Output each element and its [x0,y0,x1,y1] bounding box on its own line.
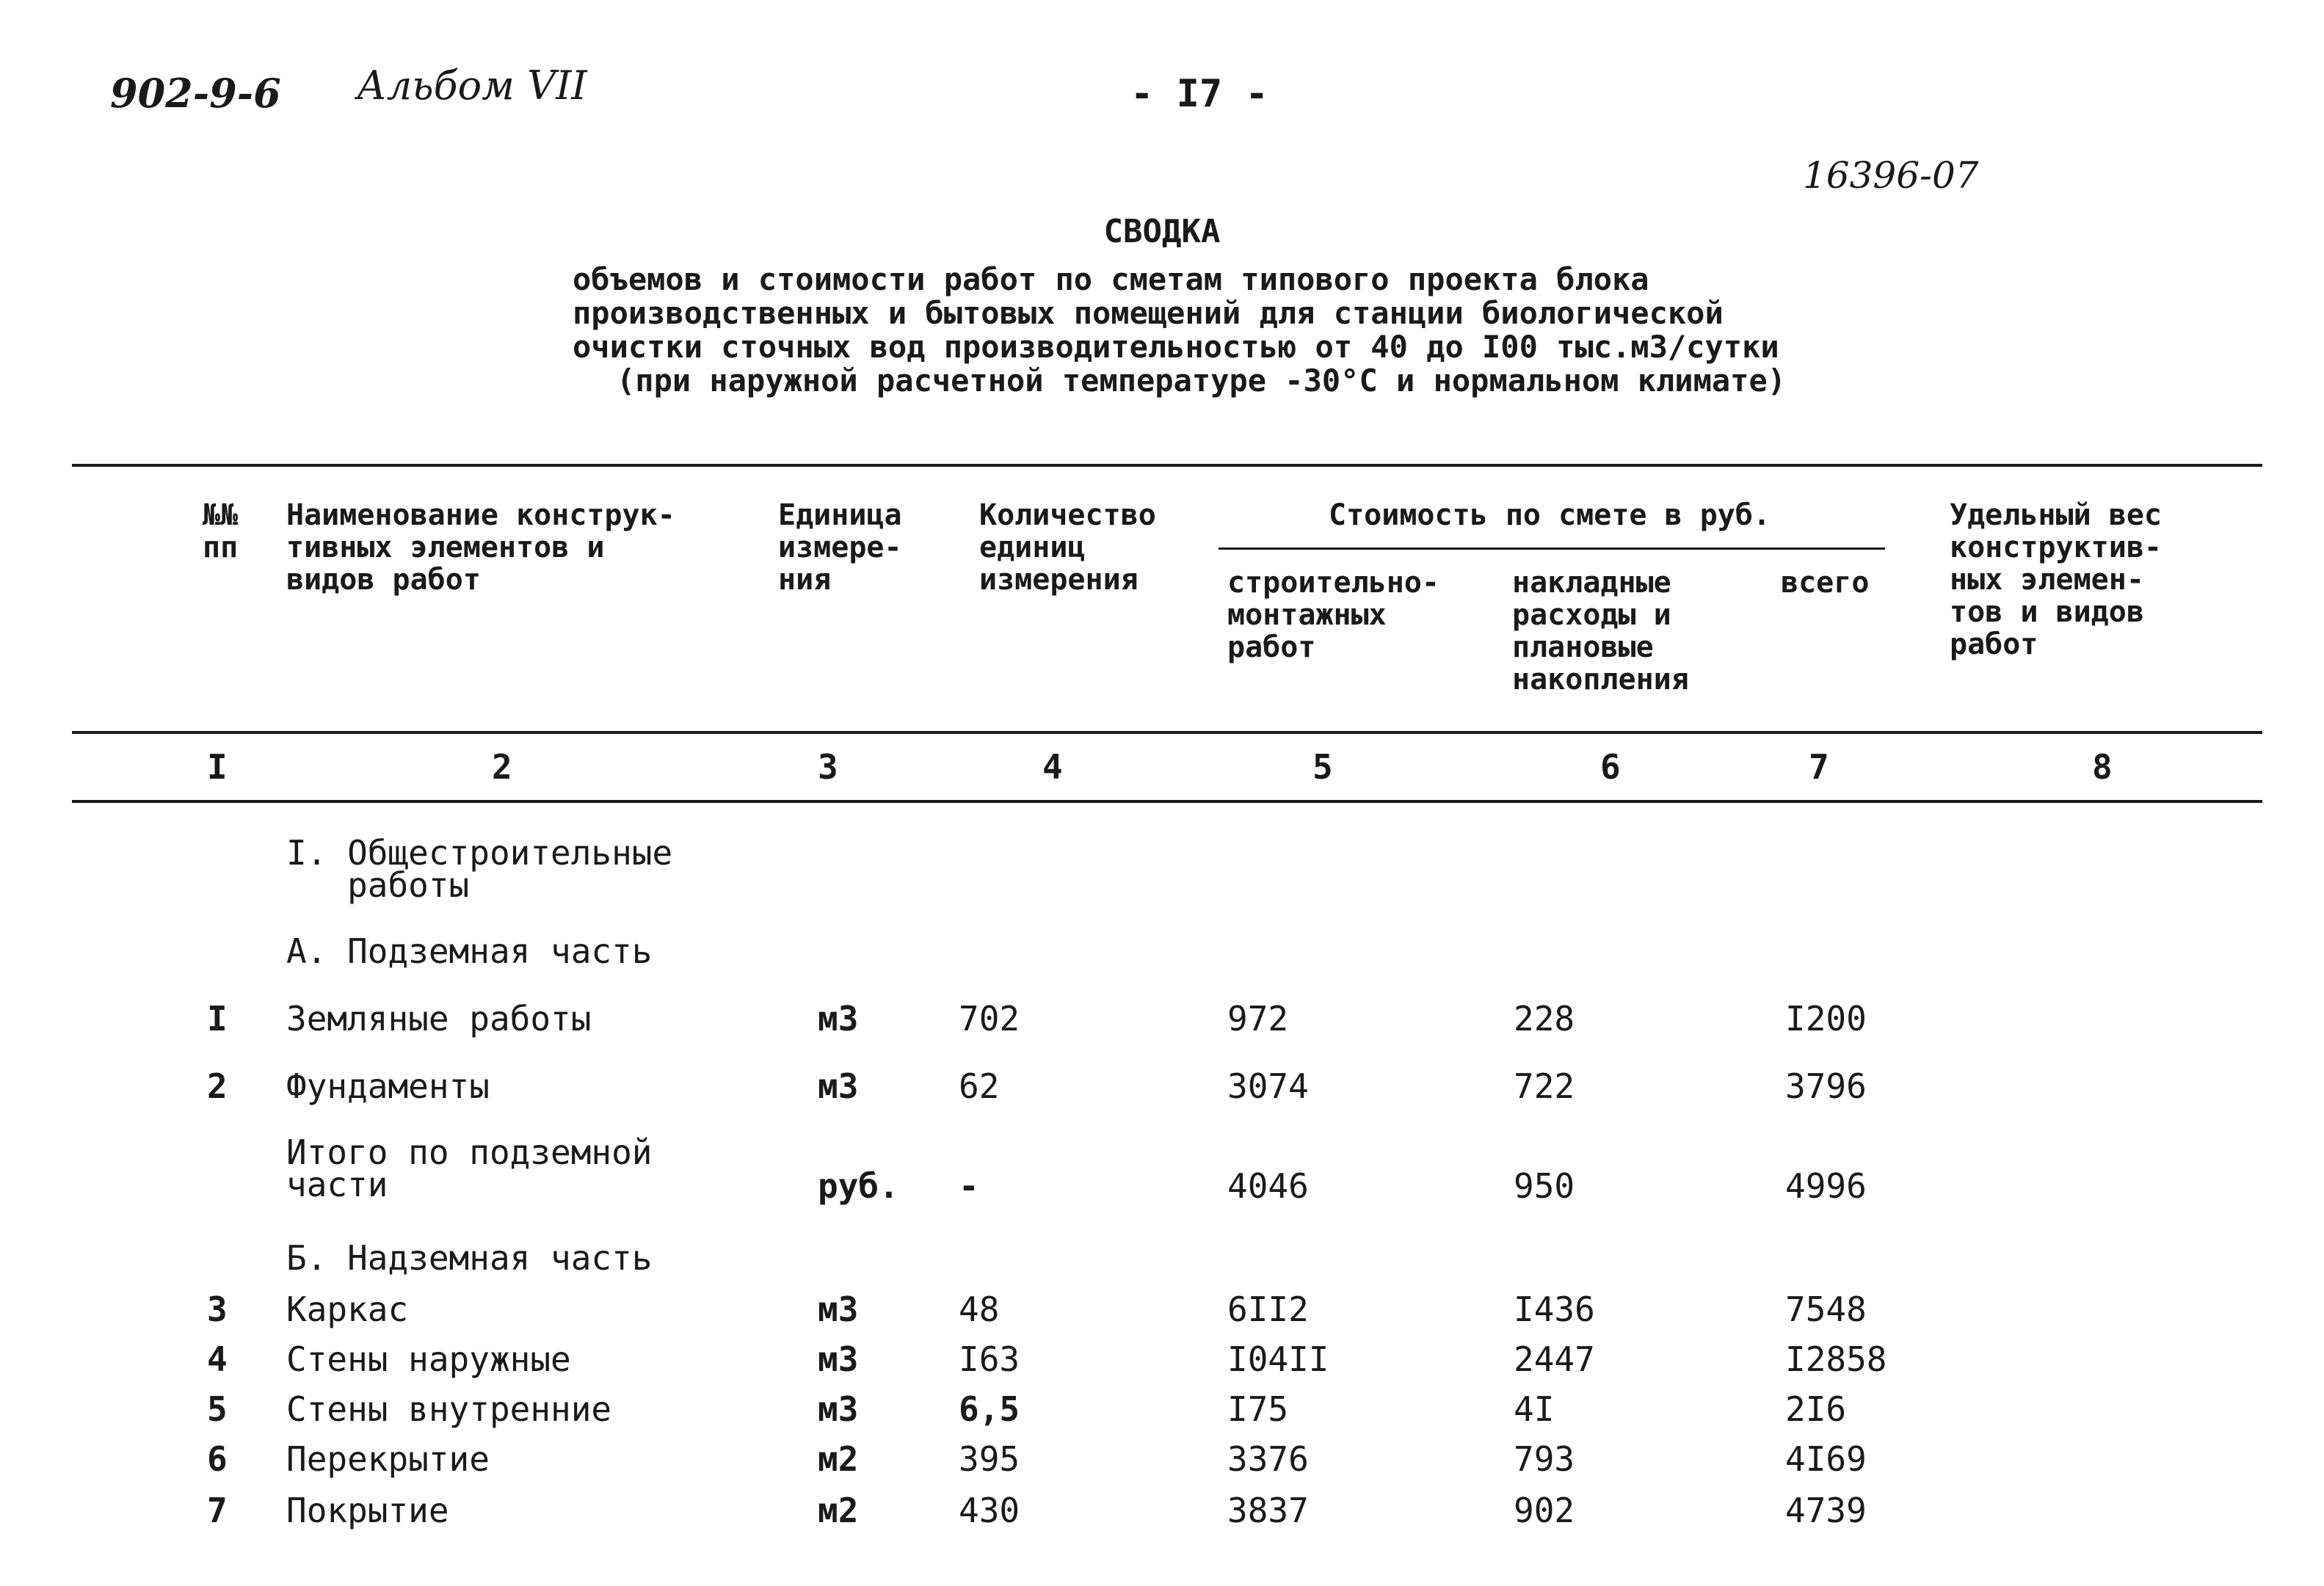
column-number: I [207,747,228,787]
row-name: Итого по подземной части [286,1132,653,1204]
row-total: 3796 [1785,1066,1867,1106]
row-name: Перекрытие [286,1439,490,1479]
row-total: I2858 [1785,1339,1887,1379]
row-construction-cost: I04II [1227,1339,1329,1379]
header-unit: Единица измере- ния [778,498,902,597]
row-unit: м3 [818,999,859,1038]
row-number: 3 [207,1289,228,1329]
row-construction-cost: 3376 [1227,1439,1309,1479]
row-overhead: 2447 [1514,1339,1595,1379]
column-number: 4 [1042,747,1063,787]
row-name: Стены внутренние [286,1389,612,1429]
header-name: Наименование конструк- тивных элементов и видов работ [286,498,675,597]
header-bottom-rule [72,731,2262,734]
row-overhead: 793 [1514,1439,1575,1479]
row-construction-cost: 972 [1227,999,1289,1038]
section-heading: I. Общестроительные работы [286,833,673,905]
cost-group-rule [1219,548,1885,550]
page-number: - I7 - [1130,72,1268,116]
section-heading: Б. Надземная часть [286,1238,653,1278]
section-heading: А. Подземная часть [286,931,653,971]
header-overhead: накладные расходы и плановые накопления [1512,566,1689,696]
row-unit: м3 [818,1339,859,1379]
row-number: 2 [207,1066,228,1106]
row-unit: м3 [818,1389,859,1429]
row-name: Каркас [286,1289,409,1329]
header-cost-group: Стоимость по смете в руб. [1329,498,1771,532]
document-subtitle [573,263,1967,398]
row-unit: м3 [818,1066,859,1106]
column-number: 3 [818,747,838,787]
row-total: 7548 [1785,1289,1867,1329]
row-construction-cost: I75 [1227,1389,1289,1429]
subtitle-line: очистки сточных вод производительностью от 40 до I00 тыс.м3/сутки [573,329,1779,365]
row-name: Фундаменты [286,1066,490,1106]
row-quantity: - [959,1166,979,1206]
row-quantity: I63 [959,1339,1020,1379]
column-number: 8 [2092,747,2113,787]
row-construction-cost: 4046 [1227,1166,1309,1206]
subtitle-line: объемов и стоимости работ по сметам типового проекта блока [573,261,1649,297]
row-total: 4I69 [1785,1439,1867,1479]
row-number: I [207,999,228,1038]
row-quantity: 702 [959,999,1020,1038]
header-specific-weight: Удельный вес конструктив- ных элемен- тов и видов работ [1950,498,2162,661]
row-overhead: 950 [1514,1166,1575,1206]
document-number: 16396-07 [1803,154,1979,197]
column-number: 7 [1809,747,1829,787]
row-quantity: 48 [959,1289,1000,1329]
header-row-number: №№ пп [203,498,239,564]
column-numbers-rule [72,800,2262,803]
row-overhead: I436 [1514,1289,1595,1329]
row-quantity: 6,5 [959,1389,1020,1429]
header-total: всего [1781,566,1870,600]
row-total: 4739 [1785,1491,1867,1530]
row-total: 2I6 [1785,1389,1847,1429]
row-overhead: 228 [1514,999,1575,1038]
row-quantity: 62 [959,1066,1000,1106]
row-number: 6 [207,1439,228,1479]
row-quantity: 430 [959,1491,1020,1530]
row-total: I200 [1785,999,1867,1038]
row-overhead: 722 [1514,1066,1575,1106]
column-number: 6 [1600,747,1621,787]
row-name: Стены наружные [286,1339,571,1379]
row-unit: м2 [818,1439,859,1479]
row-name: Земляные работы [286,999,592,1038]
album-code: 902-9-6 [110,70,281,117]
row-construction-cost: 6II2 [1227,1289,1309,1329]
row-number: 7 [207,1491,228,1530]
column-number: 5 [1312,747,1333,787]
header-construction-cost: строительно- монтажных работ [1227,566,1439,664]
column-number: 2 [492,747,512,787]
row-number: 4 [207,1339,228,1379]
row-unit: м3 [818,1289,859,1329]
subtitle-line: (при наружной расчетной температуре -30°С и нормальном климате) [617,363,1787,399]
row-overhead: 902 [1514,1491,1575,1530]
row-quantity: 395 [959,1439,1020,1479]
row-construction-cost: 3074 [1227,1066,1309,1106]
row-overhead: 4I [1514,1389,1555,1429]
row-number: 5 [207,1389,228,1429]
album-label: Альбом VII [357,62,587,109]
row-unit: руб. [818,1166,899,1206]
table-top-rule [72,464,2262,467]
row-name: Покрытие [286,1491,449,1530]
row-total: 4996 [1785,1166,1867,1206]
row-unit: м2 [818,1491,859,1530]
subtitle-line: производственных и бытовых помещений для станции биологической [573,295,1724,331]
row-construction-cost: 3837 [1227,1491,1309,1530]
document-title: СВОДКА [1103,213,1221,250]
header-quantity: Количество единиц измерения [979,498,1156,597]
